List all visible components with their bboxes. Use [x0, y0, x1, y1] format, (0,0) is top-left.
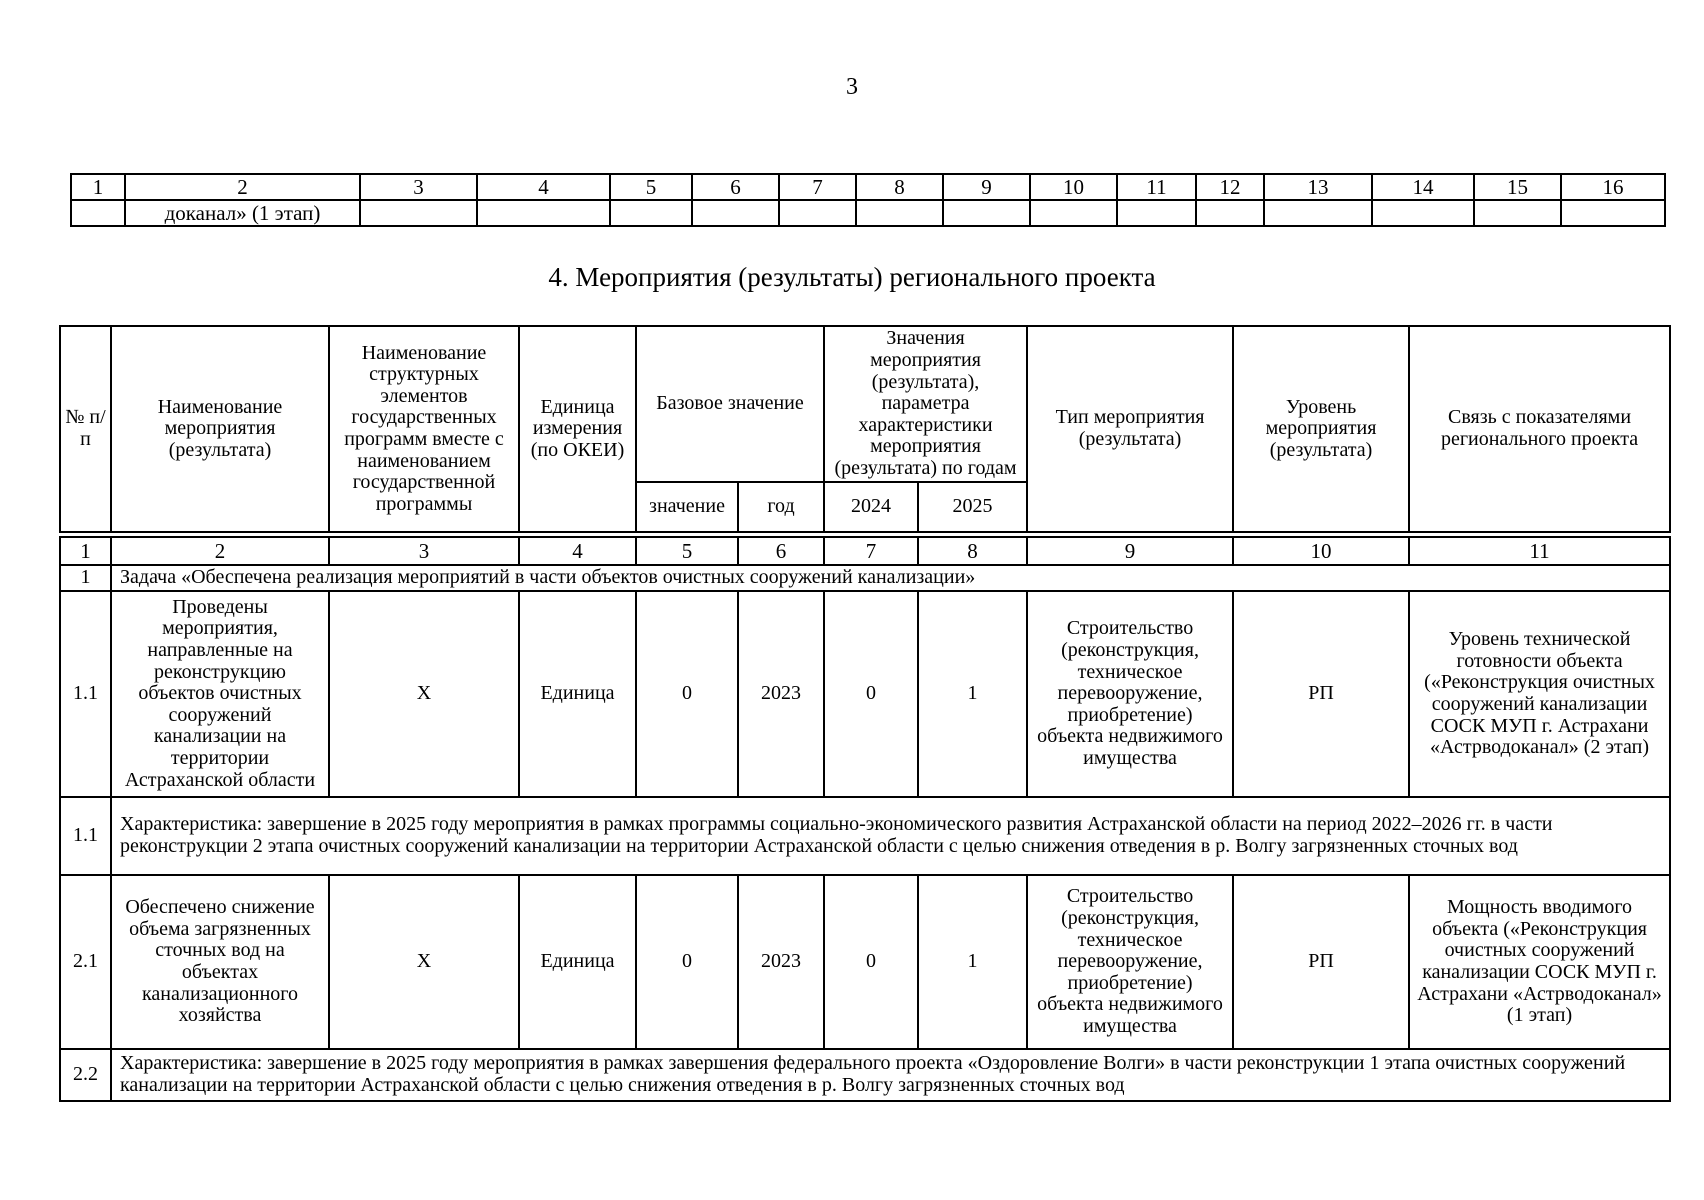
- row-2025: 1: [918, 875, 1027, 1049]
- subheader-year: год: [738, 482, 824, 532]
- row-2024: 0: [824, 591, 918, 797]
- column-number: 7: [824, 537, 918, 565]
- column-number: 6: [738, 537, 824, 565]
- column-number: 8: [918, 537, 1027, 565]
- row-link: Уровень технической готовности объекта («Реконструкция очистных сооружений канализации СОСК МУП г. Астрахани «Астрводоканал» (2 этап): [1409, 591, 1670, 797]
- table-row: [71, 200, 1665, 226]
- row-struct: Х: [329, 591, 519, 797]
- column-number: 3: [329, 537, 519, 565]
- table-cell: [943, 200, 1030, 226]
- table-cell: [692, 200, 779, 226]
- header-cell: 10: [1030, 174, 1117, 200]
- header-cell: 4: [477, 174, 610, 200]
- row-base-value: 0: [636, 591, 738, 797]
- row-base-year: 2023: [738, 591, 824, 797]
- column-number-row: [71, 174, 1665, 200]
- table-cell: [1196, 200, 1264, 226]
- task-text: Задача «Обеспечена реализация мероприятий в части объектов очистных сооружений канализации»: [111, 565, 1670, 591]
- table-cell: [1264, 200, 1372, 226]
- header-cell: 5: [610, 174, 692, 200]
- row-num: 1.1: [60, 591, 111, 797]
- characteristic-row: [60, 1049, 1670, 1101]
- table-cell: [1117, 200, 1196, 226]
- header-cell: 16: [1561, 174, 1665, 200]
- row-type: Строительство (реконструкция, техническое перевооружение, приобретение) объекта недвижимого имущества: [1027, 875, 1233, 1049]
- task-num: 1: [60, 565, 111, 591]
- header-link: Связь с показателями регионального проекта: [1409, 326, 1670, 532]
- header-struct: Наименование структурных элементов государственных программ вместе с наименованием государственной программы: [329, 326, 519, 532]
- table-cell: [856, 200, 943, 226]
- characteristic-num: 2.2: [60, 1049, 111, 1101]
- events-table: [59, 325, 1671, 1102]
- subheader-2025: 2025: [918, 482, 1027, 532]
- characteristic-text: Характеристика: завершение в 2025 году мероприятия в рамках программы социально-экономического развития Астраханской области на период 2022–2026 гг. в части реконструкции 2 этапа очистных сооружений канализации на территории Астраханской области с целью снижения отведения в р. Волгу загрязненных сточных вод: [111, 797, 1670, 875]
- task-row: [60, 565, 1670, 591]
- subheader-2024: 2024: [824, 482, 918, 532]
- table-cell: [1474, 200, 1561, 226]
- header-cell: 3: [360, 174, 477, 200]
- row-unit: Единица: [519, 591, 636, 797]
- table-cell: [1561, 200, 1665, 226]
- table-cell: доканал» (1 этап): [125, 200, 360, 226]
- table-cell: [477, 200, 610, 226]
- table-row: [60, 591, 1670, 797]
- header-level: Уровень мероприятия (результата): [1233, 326, 1409, 532]
- header-type: Тип мероприятия (результата): [1027, 326, 1233, 532]
- table-cell: [1372, 200, 1474, 226]
- column-number: 2: [111, 537, 329, 565]
- header-cell: 1: [71, 174, 125, 200]
- row-type: Строительство (реконструкция, техническое перевооружение, приобретение) объекта недвижимого имущества: [1027, 591, 1233, 797]
- characteristic-num: 1.1: [60, 797, 111, 875]
- page-number: 3: [846, 74, 858, 100]
- header-cell: 12: [1196, 174, 1264, 200]
- header-cell: 8: [856, 174, 943, 200]
- row-2025: 1: [918, 591, 1027, 797]
- characteristic-text: Характеристика: завершение в 2025 году мероприятия в рамках завершения федерального проекта «Оздоровление Волги» в части реконструкции 1 этапа очистных сооружений канализации на территории Астраханской области с целью снижения отведения в р. Волгу загрязненных сточных вод: [111, 1049, 1670, 1101]
- column-number: 4: [519, 537, 636, 565]
- table-cell: [71, 200, 125, 226]
- row-base-year: 2023: [738, 875, 824, 1049]
- header-cell: 15: [1474, 174, 1561, 200]
- continuation-table: [70, 173, 1666, 227]
- row-level: РП: [1233, 875, 1409, 1049]
- row-2024: 0: [824, 875, 918, 1049]
- row-base-value: 0: [636, 875, 738, 1049]
- header-cell: 2: [125, 174, 360, 200]
- table-cell: [779, 200, 856, 226]
- header-values: Значения мероприятия (результата), параметра характеристики мероприятия (результата) по годам: [824, 326, 1027, 482]
- row-struct: Х: [329, 875, 519, 1049]
- column-number: 1: [60, 537, 111, 565]
- table-cell: [360, 200, 477, 226]
- subheader-value: значение: [636, 482, 738, 532]
- row-num: 2.1: [60, 875, 111, 1049]
- table-cell: [610, 200, 692, 226]
- column-number: 5: [636, 537, 738, 565]
- row-link: Мощность вводимого объекта («Реконструкция очистных сооружений канализации СОСК МУП г. Астрахани «Астрводоканал» (1 этап): [1409, 875, 1670, 1049]
- column-number: 11: [1409, 537, 1670, 565]
- header-unit: Единица измерения (по ОКЕИ): [519, 326, 636, 532]
- row-name: Обеспечено снижение объема загрязненных сточных вод на объектах канализационного хозяйства: [111, 875, 329, 1049]
- row-unit: Единица: [519, 875, 636, 1049]
- column-number-row: [60, 537, 1670, 565]
- row-level: РП: [1233, 591, 1409, 797]
- characteristic-row: [60, 797, 1670, 875]
- header-name: Наименование мероприятия (результата): [111, 326, 329, 532]
- table-cell: [1030, 200, 1117, 226]
- row-name: Проведены мероприятия, направленные на реконструкцию объектов очистных сооружений канализации на территории Астраханской области: [111, 591, 329, 797]
- header-num: № п/п: [60, 326, 111, 532]
- header-cell: 6: [692, 174, 779, 200]
- header-cell: 7: [779, 174, 856, 200]
- header-row: [60, 326, 1670, 482]
- column-number: 9: [1027, 537, 1233, 565]
- section-title: 4. Мероприятия (результаты) регионального проекта: [548, 262, 1156, 292]
- header-cell: 13: [1264, 174, 1372, 200]
- table-row: [60, 875, 1670, 1049]
- header-cell: 11: [1117, 174, 1196, 200]
- header-base: Базовое значение: [636, 326, 824, 482]
- header-cell: 9: [943, 174, 1030, 200]
- column-number: 10: [1233, 537, 1409, 565]
- header-cell: 14: [1372, 174, 1474, 200]
